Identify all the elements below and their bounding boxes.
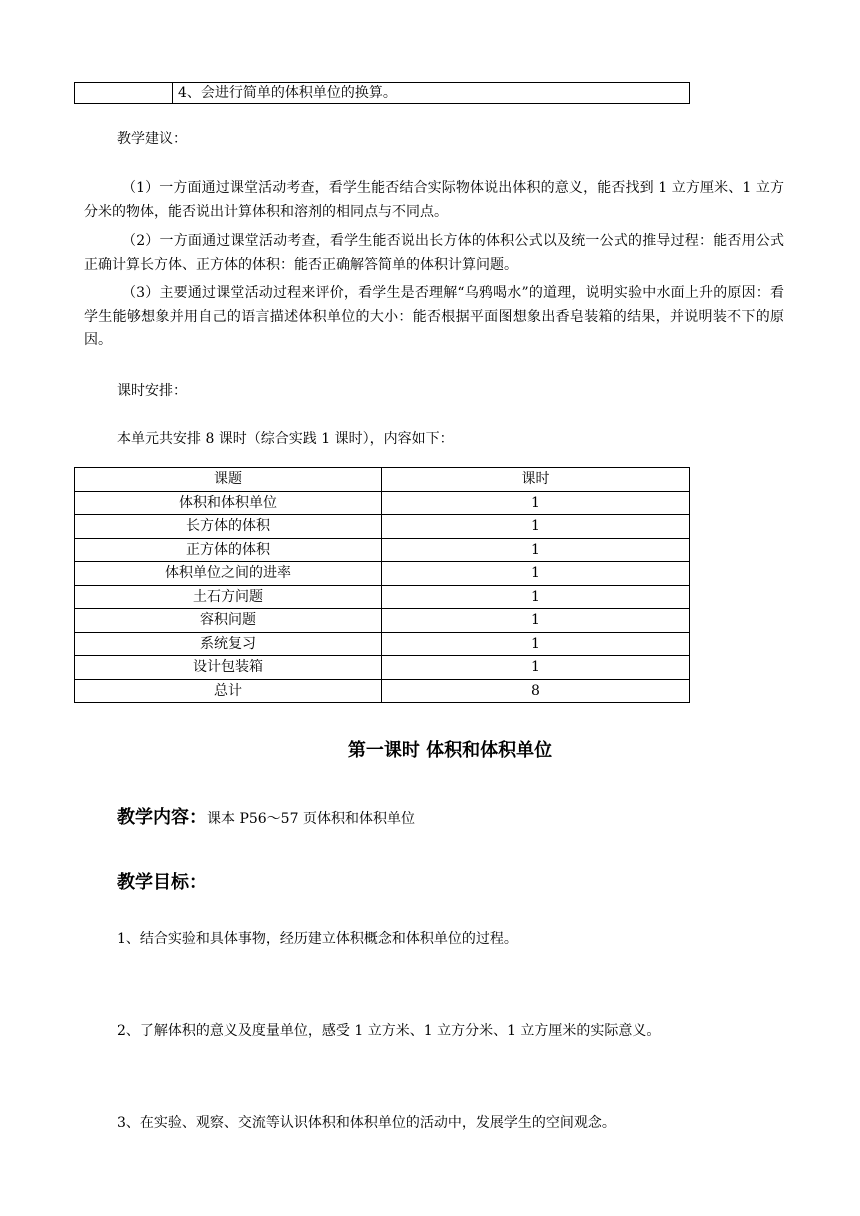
goal-2: 2、了解体积的意义及度量单位，感受 1 立方米、1 立方分米、1 立方厘米的实际意义。 (117, 1023, 661, 1039)
schedule-table (74, 467, 690, 703)
table-row (75, 679, 690, 703)
hours-cell: 1 (382, 538, 690, 562)
goal-1: 1、结合实验和具体事物，经历建立体积概念和体积单位的过程。 (117, 931, 518, 947)
topic-cell: 土石方问题 (75, 585, 382, 609)
goals-heading: 教学目标： (117, 872, 207, 893)
topic-cell: 长方体的体积 (75, 515, 382, 539)
suggestion-1: （1）一方面通过课堂活动考查，看学生能否结合实际物体说出体积的意义，能否找到 1 立方厘米、1 立方分米的物体，能否说出计算体积和溶剂的相同点与不同点。 (84, 180, 784, 220)
suggestion-3: （3）主要通过课堂活动过程来评价，看学生是否理解“乌鸦喝水”的道理，说明实验中水面上升的原因：看学生能够想象并用自己的语言描述体积单位的大小：能否根据平面图想象出香皂装箱的结果，并说明装不下的原因。 (84, 285, 784, 348)
objective-4-cell: 4、会进行简单的体积单位的换算。 (178, 85, 397, 101)
hours-cell: 1 (382, 562, 690, 586)
table-header-row (75, 468, 690, 492)
schedule-heading: 课时安排： (117, 383, 187, 399)
empty-cell (75, 83, 173, 103)
hours-cell: 1 (382, 656, 690, 680)
table-row (75, 632, 690, 656)
objectives-table-fragment (74, 82, 690, 104)
content-value: 课本 P56～57 页体积和体积单位 (207, 811, 415, 827)
column-header-topic: 课题 (75, 468, 382, 492)
hours-cell: 1 (382, 609, 690, 633)
table-row (75, 515, 690, 539)
suggestion-2: （2）一方面通过课堂活动考查，看学生能否说出长方体的体积公式以及统一公式的推导过程：能否用公式正确计算长方体、正方体的体积：能否正确解答简单的体积计算问题。 (84, 233, 784, 273)
hours-cell: 8 (382, 679, 690, 703)
table-row (75, 562, 690, 586)
table-row (75, 491, 690, 515)
topic-cell: 系统复习 (75, 632, 382, 656)
topic-cell: 设计包装箱 (75, 656, 382, 680)
table-row (75, 656, 690, 680)
hours-cell: 1 (382, 515, 690, 539)
suggestions-heading: 教学建议： (117, 131, 187, 147)
schedule-intro: 本单元共安排 8 课时（综合实践 1 课时），内容如下： (117, 431, 454, 447)
table-row (75, 609, 690, 633)
hours-cell: 1 (382, 632, 690, 656)
topic-cell: 容积问题 (75, 609, 382, 633)
hours-cell: 1 (382, 491, 690, 515)
teaching-content (117, 803, 415, 829)
table-row (75, 538, 690, 562)
table-row (75, 585, 690, 609)
topic-cell: 正方体的体积 (75, 538, 382, 562)
content-label: 教学内容： (117, 807, 207, 828)
topic-cell: 体积和体积单位 (75, 491, 382, 515)
lesson-title: 第一课时 体积和体积单位 (347, 740, 553, 761)
goal-3: 3、在实验、观察、交流等认识体积和体积单位的活动中，发展学生的空间观念。 (117, 1115, 616, 1131)
topic-cell: 总计 (75, 679, 382, 703)
topic-cell: 体积单位之间的进率 (75, 562, 382, 586)
hours-cell: 1 (382, 585, 690, 609)
column-header-hours: 课时 (382, 468, 690, 492)
